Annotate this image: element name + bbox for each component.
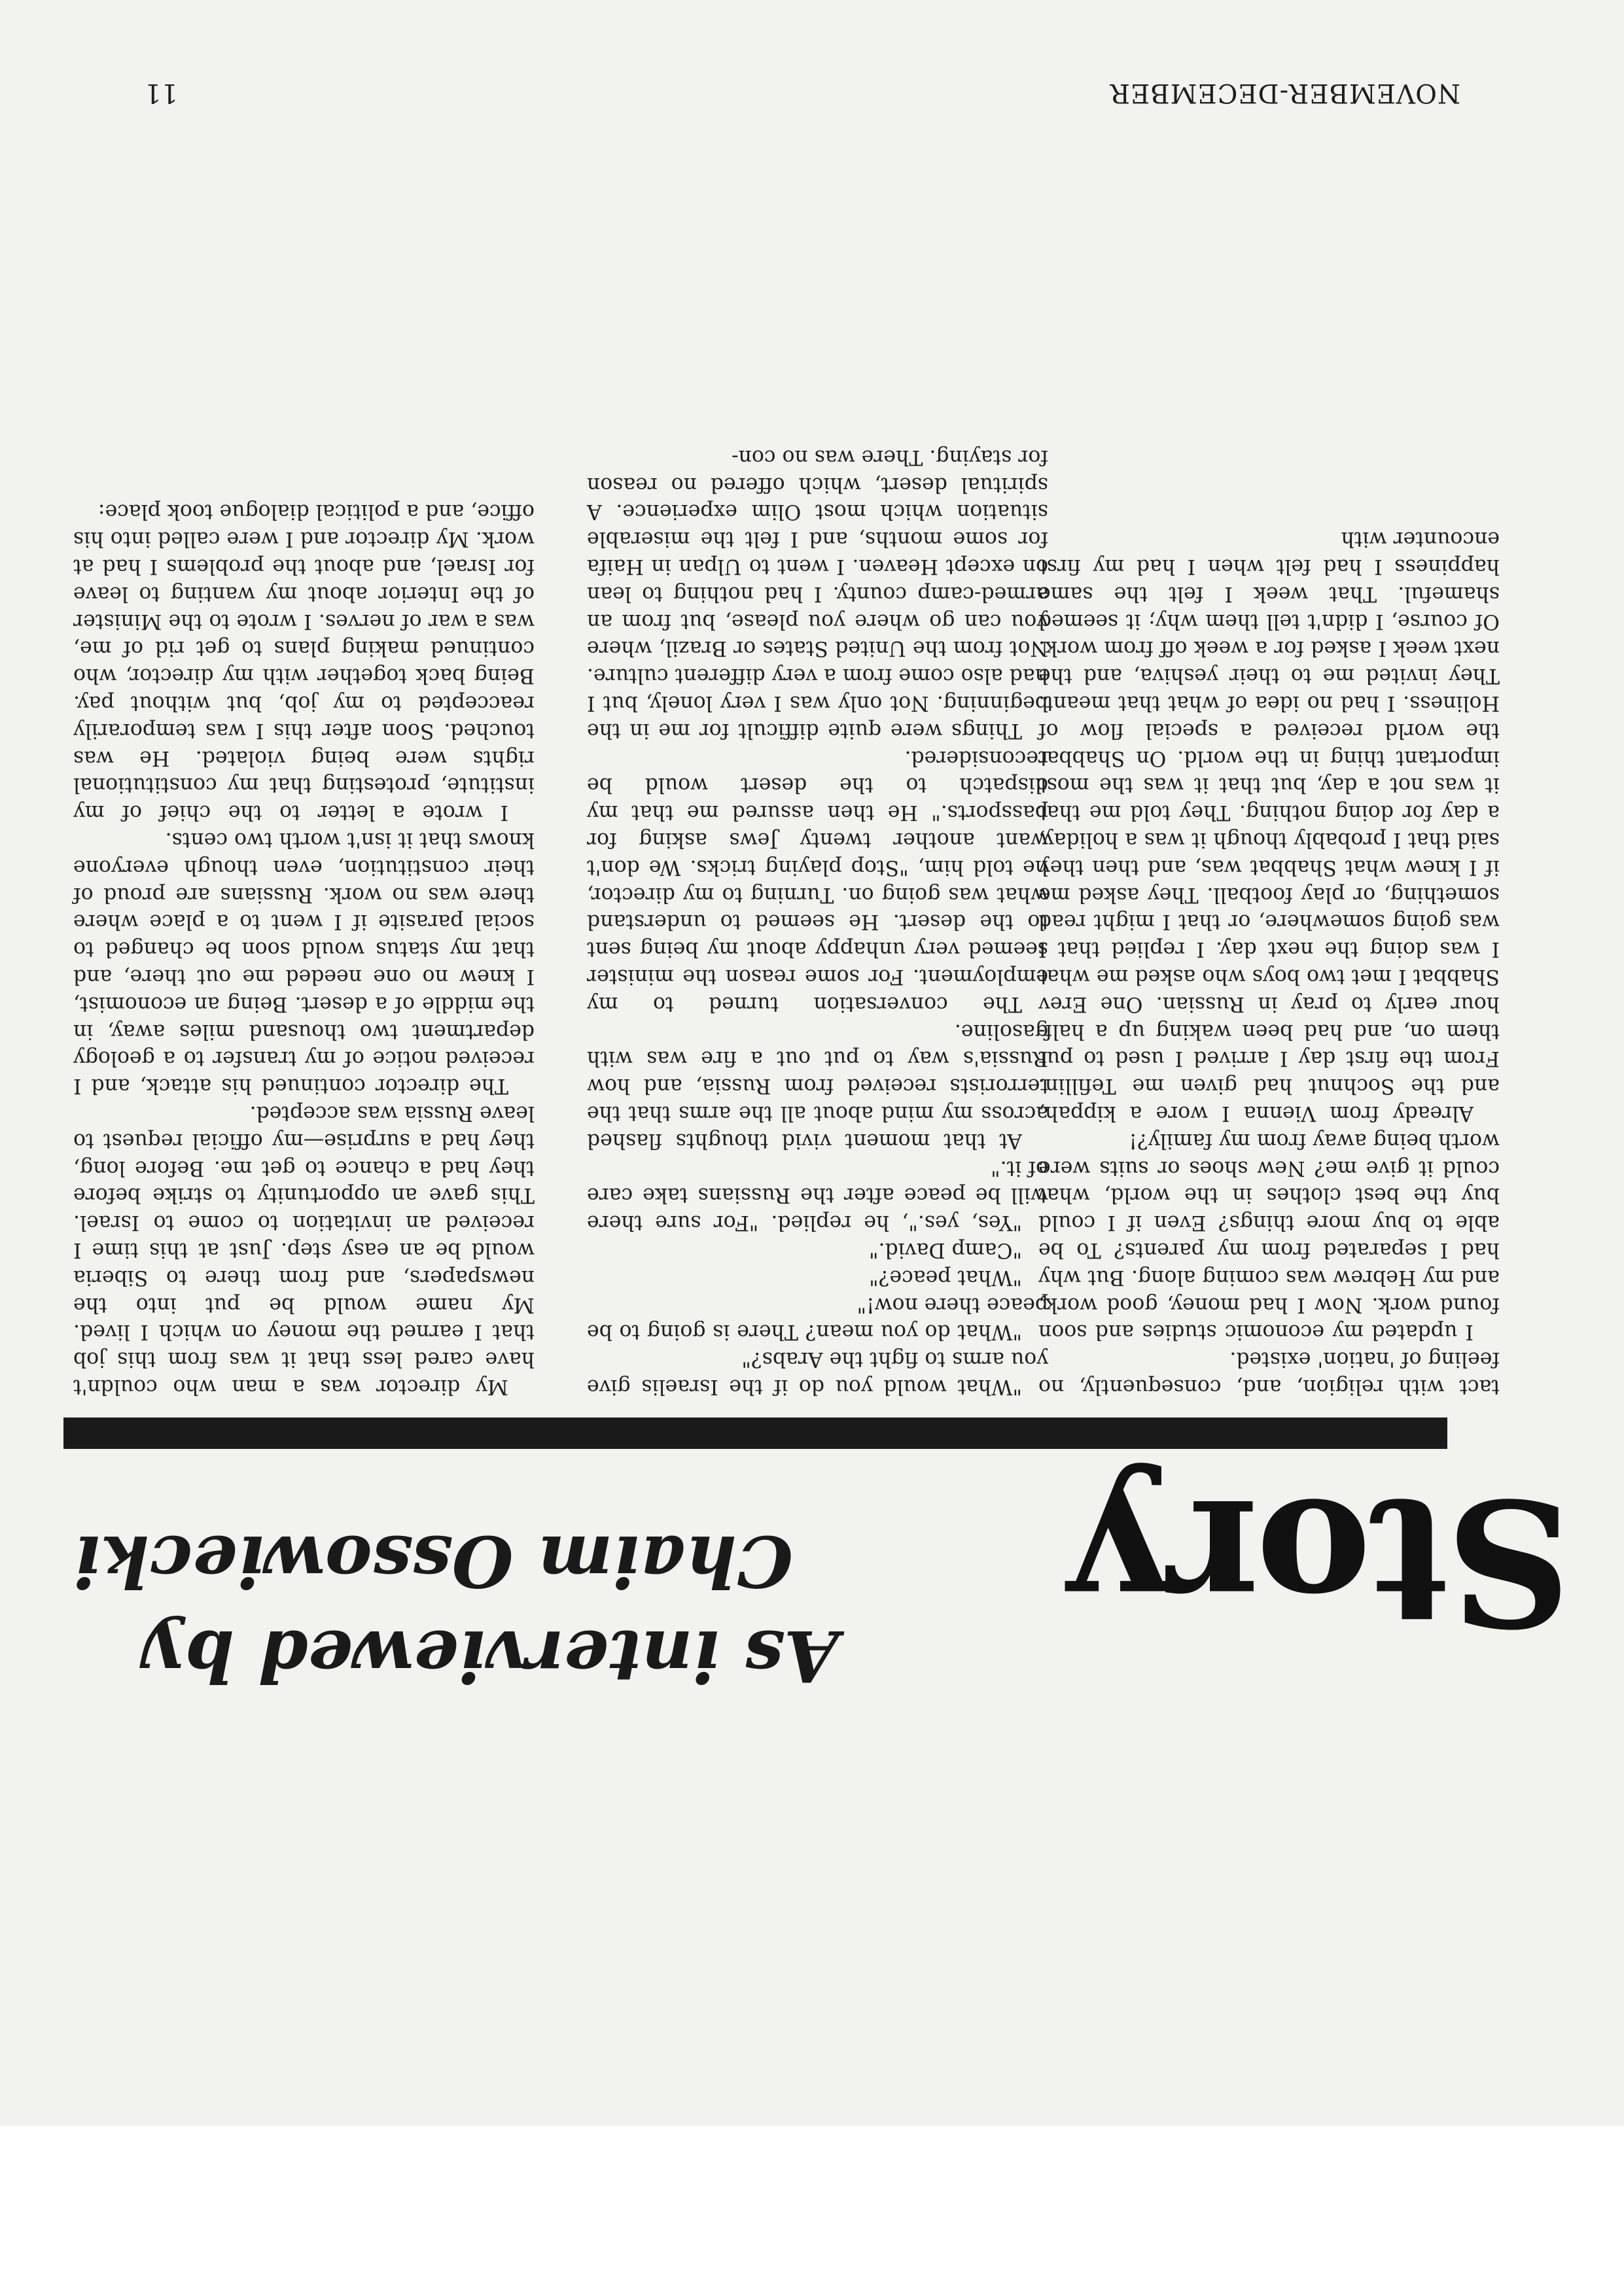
paragraph: Things were quite difficult for me in the beginning. Not only was I very lonely, but I had also come from a very different culture. Not from the United States or Brazil, where you can go where you please, but from an armed-camp county. I had nothing to lean on except Heaven. I went to Ulpan in Haifa for some months, and I felt the miserable situation which most Olim experience. A spiritual desert, which offered no reason for staying. There was no con- [587, 445, 1048, 742]
paragraph: "What do you mean? There is going to be peace there now!" [587, 1293, 1048, 1344]
paragraph: "What peace?" [869, 1265, 1022, 1289]
paragraph: "Camp David." [869, 1238, 1022, 1262]
text-column-1 [73, 498, 535, 1400]
text-column-2 [587, 443, 1048, 1400]
paragraph: Already from Vienna I wore a kippah, and the Sochnut had given me Tefillin. From the first day I arrived I used to put them on, and had been waking up a half-hour early to pray in Russian. One Erev Shabbat I met two boys who asked me what I was doing the next day. I replied that I was going somewhere, or that I might read something, or play football. They asked me if I knew what Shabbat was, and then they said that I probably though it was a holiday, a day for doing nothing. They told me that it was not a day, but that it was the most important thing in the world. On Shabbat the world received a special flow of Holiness. I had no idea of what that meant. They invited me to their yeshiva, and the next week I asked for a week off from work. Of course, I didn't tell them why; it seemed shameful. That week I felt the same happiness I had felt when I had my first encounter with [1038, 527, 1500, 1126]
paragraph: The director continued his attack, and I received notice of my transfer to a geology department two thousand miles away, in the middle of a desert. Being an economist, I knew no one needed me out there, and that my status would soon be changed to social parasite if I went to a place where there was no work. Russians are proud of their constitution, even though everyone knows that it isn't worth two cents. [73, 828, 535, 1098]
text-column-3 [1038, 525, 1500, 1400]
paragraph: tact with religion, and, consequently, no feeling of 'nation' existed. [1038, 1348, 1500, 1399]
article-title: Story [1071, 1460, 1572, 1663]
paragraph: At that moment vivid thoughts flashed across my mind about all the arms that the terrorists received from Russia, and how Russia's way to put out a fire was with gasoline. [587, 1019, 1048, 1153]
page-number: 11 [145, 78, 178, 108]
paragraph: I updated my economic studies and soon found work. Now I had money, good work, and my Hebrew was coming along. But why had I separated from my parents? To be able to buy more things? Even if I could buy the best clothes in the world, what could it give me? New shoes or suits were worth being away from my family?! [1038, 1128, 1500, 1344]
title-rule [63, 1418, 1447, 1449]
paragraph: "What would you do if the Israelis give you arms to fight the Arabs?" [587, 1348, 1048, 1399]
running-head: NOVEMBER-DECEMBER [1109, 78, 1460, 108]
byline-line-2: Chaim Ossowiecki [73, 1520, 793, 1602]
byline-line-1: As interviewed by [143, 1614, 839, 1697]
paragraph: My director was a man who couldn't have cared less that it was from this job that I earned the money on which I lived. My name would be put into the newspapers, and from there to Siberia would be an easy step. Just at this time I received an invitation to come to Israel. This gave an opportunity to strike before they had a chance to get me. Before long, they had a surprise—my official request to leave Russia was accepted. [73, 1102, 535, 1399]
paragraph: "Yes, yes.", he replied. "For sure there will be peace after the Russians take care of it." [587, 1156, 1048, 1235]
paragraph: I wrote a letter to the chief of my institute, protesting that my constitutional rights were being violated. He was touched. Soon after this I was temporarily reaccepted to my job, but without pay. Being back together with my director, who continued making plans to get rid of me, was a war of nerves. I wrote to the Minister of the Interior about my wanting to leave for Israel, and about the problems I had at work. My director and I were called into his office, and a political dialogue took place: [73, 500, 535, 825]
paragraph: The conversation turned to my employment. For some reason the minister seemed very unhappy about my being sent to the desert. He seemed to understand what was going on. Turning to my director, he told him, "Stop playing tricks. We don't want another twenty Jews asking for passports." He then assured me that my dispatch to the desert would be reconsidered. [587, 746, 1048, 1016]
